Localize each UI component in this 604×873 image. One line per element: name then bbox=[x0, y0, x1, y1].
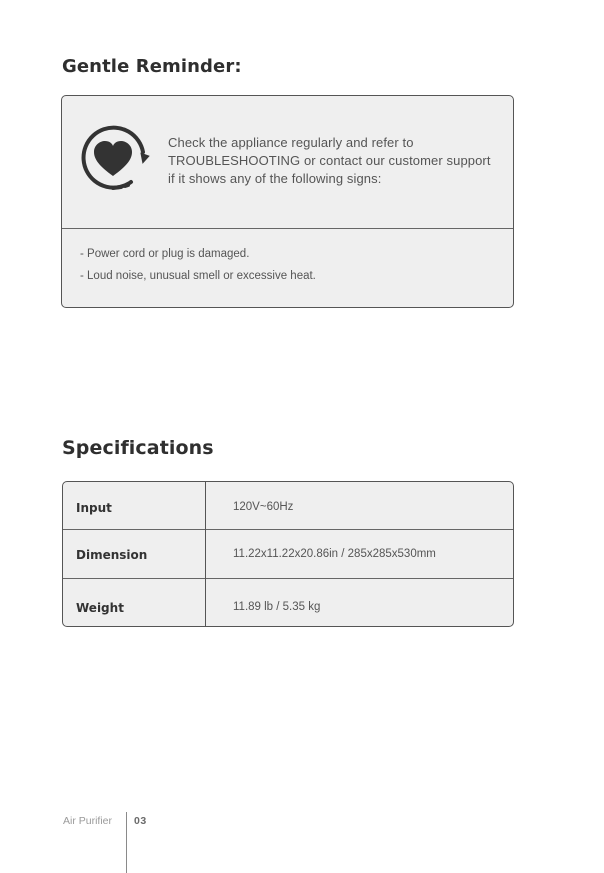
spec-label-input: Input bbox=[76, 501, 112, 515]
list-item: - Loud noise, unusual smell or excessive heat. bbox=[80, 270, 316, 282]
column-divider bbox=[205, 482, 206, 626]
spec-value-weight: 11.89 lb / 5.35 kg bbox=[233, 601, 321, 613]
reminder-header bbox=[62, 96, 513, 229]
spec-label-dimension: Dimension bbox=[76, 548, 148, 562]
heart-cycle-icon bbox=[79, 124, 151, 192]
table-row bbox=[63, 579, 513, 627]
reminder-signs-list bbox=[80, 243, 316, 287]
page-number: 03 bbox=[134, 815, 147, 827]
spec-label-weight: Weight bbox=[76, 601, 124, 615]
footer-divider bbox=[126, 812, 127, 873]
spec-value-dimension: 11.22x11.22x20.86in / 285x285x530mm bbox=[233, 548, 436, 560]
reminder-text: Check the appliance regularly and refer to TROUBLESHOOTING or contact our customer support if it shows any of the following signs: bbox=[168, 135, 491, 186]
footer-product-name: Air Purifier bbox=[63, 815, 113, 827]
list-item: - Power cord or plug is damaged. bbox=[80, 248, 250, 260]
reminder-box bbox=[61, 95, 514, 308]
spec-value-input: 120V~60Hz bbox=[233, 501, 294, 513]
table-row bbox=[63, 530, 513, 579]
table-row bbox=[63, 482, 513, 530]
reminder-title: Gentle Reminder: bbox=[62, 56, 242, 77]
specifications-title: Specifications bbox=[62, 437, 214, 459]
specifications-table bbox=[62, 481, 514, 627]
